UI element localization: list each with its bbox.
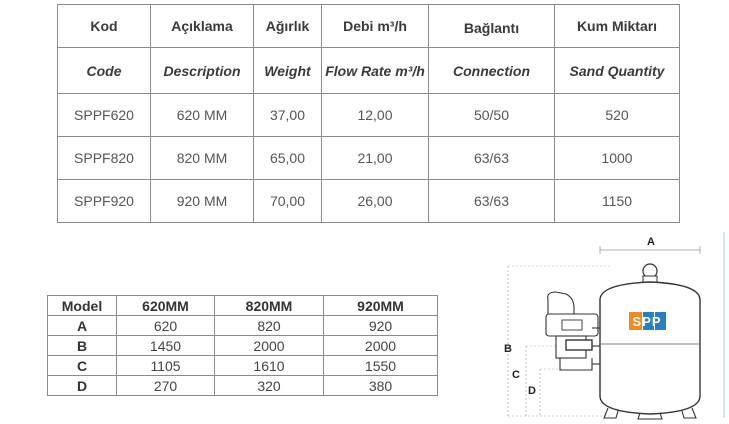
cell-description: 620 MM (151, 94, 254, 137)
header-model: Model (48, 296, 117, 316)
cell-sand-quantity: 520 (555, 94, 680, 137)
cell-connection: 63/63 (429, 180, 555, 223)
header-sand-quantity: Sand Quantity (555, 48, 680, 94)
table-row (48, 316, 438, 336)
cell-flow-rate: 12,00 (322, 94, 429, 137)
cell-value: 2000 (324, 336, 438, 356)
spec-table (57, 4, 680, 223)
cell-description: 820 MM (151, 137, 254, 180)
row-label: B (48, 336, 117, 356)
cell-connection: 63/63 (429, 137, 555, 180)
table-row (48, 356, 438, 376)
dimension-label-d: D (528, 385, 536, 397)
spec-header-row-tr (58, 5, 680, 48)
table-row (58, 137, 680, 180)
cell-sand-quantity: 1150 (555, 180, 680, 223)
cell-code: SPPF920 (58, 180, 151, 223)
table-row (58, 180, 680, 223)
row-label: D (48, 376, 117, 396)
header-kod: Kod (58, 5, 151, 48)
cell-code: SPPF820 (58, 137, 151, 180)
valve-port (566, 340, 592, 350)
logo-text: SPP (632, 314, 662, 329)
dimension-label-b: B (504, 343, 512, 355)
header-agirlik: Ağırlık (254, 5, 322, 48)
header-baglanti: Bağlantı (429, 5, 555, 48)
cell-connection: 50/50 (429, 94, 555, 137)
cell-value: 1610 (215, 356, 324, 376)
dimension-label-a: A (647, 236, 655, 248)
cell-value: 2000 (215, 336, 324, 356)
cell-value: 620 (117, 316, 215, 336)
cell-value: 820 (215, 316, 324, 336)
cell-weight: 70,00 (254, 180, 322, 223)
cell-flow-rate: 26,00 (322, 180, 429, 223)
cell-value: 920 (324, 316, 438, 336)
cell-value: 380 (324, 376, 438, 396)
row-label: C (48, 356, 117, 376)
table-row (58, 94, 680, 137)
spp-logo (629, 312, 666, 330)
header-debi: Debi m³/h (322, 5, 429, 48)
cell-weight: 37,00 (254, 94, 322, 137)
cell-value: 1105 (117, 356, 215, 376)
cell-code: SPPF620 (58, 94, 151, 137)
table-row (48, 376, 438, 396)
cell-value: 270 (117, 376, 215, 396)
spec-header-row-en (58, 48, 680, 94)
dimension-label-c: C (512, 369, 520, 381)
table-row (48, 336, 438, 356)
header-620mm: 620MM (117, 296, 215, 316)
dimension-table (47, 295, 438, 396)
header-flow-rate: Flow Rate m³/h (322, 48, 429, 94)
cell-value: 1550 (324, 356, 438, 376)
cell-value: 1450 (117, 336, 215, 356)
filter-tank (600, 282, 700, 414)
valve-handle (548, 292, 574, 316)
header-820mm: 820MM (215, 296, 324, 316)
header-kum-miktari: Kum Miktarı (555, 5, 680, 48)
cell-description: 920 MM (151, 180, 254, 223)
row-label: A (48, 316, 117, 336)
header-code: Code (58, 48, 151, 94)
sand-filter-drawing (500, 228, 729, 422)
header-connection: Connection (429, 48, 555, 94)
dimension-header-row (48, 296, 438, 316)
header-aciklama: Açıklama (151, 5, 254, 48)
cell-sand-quantity: 1000 (555, 137, 680, 180)
header-description: Description (151, 48, 254, 94)
header-weight: Weight (254, 48, 322, 94)
header-920mm: 920MM (324, 296, 438, 316)
cell-flow-rate: 21,00 (322, 137, 429, 180)
cell-value: 320 (215, 376, 324, 396)
cell-weight: 65,00 (254, 137, 322, 180)
